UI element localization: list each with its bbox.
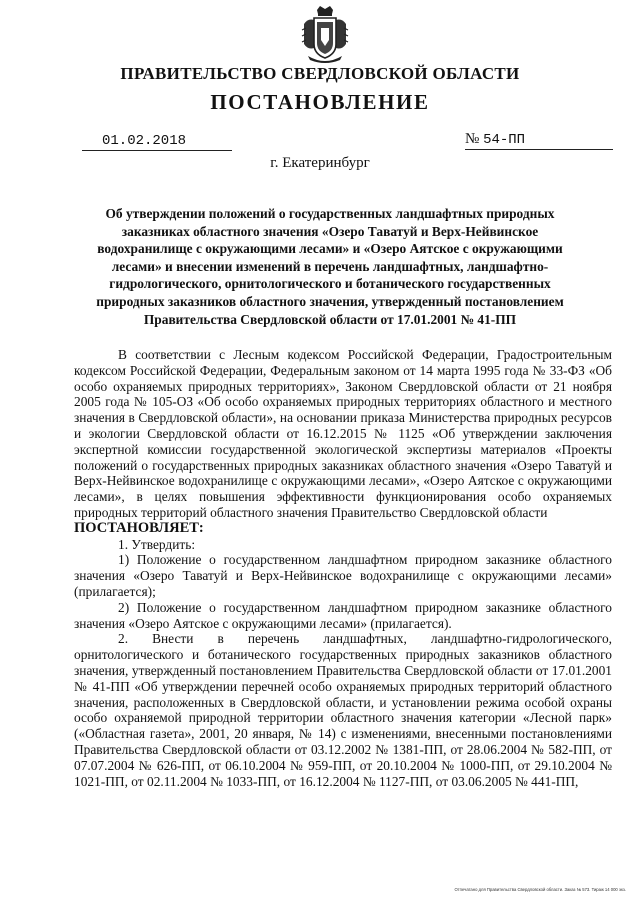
- document-body: [74, 347, 612, 789]
- preamble-paragraph: В соответствии с Лесным кодексом Российской Федерации, Градостроительным кодексом Российской Федерации, Федеральным законом от 14 марта 1995 года № 33-ФЗ «Об особо охраняемых природных территориях», Законом Свердловской области от 21 ноября 2005 года № 105-ОЗ «Об особо охраняемых природных территориях областного и местного значения в Свердловской области», на основании приказа Министерства природных ресурсов и экологии Свердловской области от 16.12.2015 № 1125 «Об утверждении заключения экспертной комиссии государственной экологической экспертизы материалов «Проекты положений о государственных природных заказниках областного значения «Озеро Таватуй и Верх-Нейвинское водохранилище с окружающими лесами», «Озеро Аятское с окружающими лесами», в целях повышения эффективности функционирования особо охраняемых природных территорий областного значения Правительство Свердловской области: [74, 347, 612, 520]
- item-1: 1. Утвердить:: [118, 536, 196, 552]
- city: г. Екатеринбург: [270, 155, 370, 171]
- item-2: 2. Внести в перечень ландшафтных, ландшафтно-гидрологического, орнитологического и ботанического государственных природных заказников областного значения, утвержденный постановлением Правительства Свердловской области от 17.01.2001 № 41-ПП «Об утверждении перечней особо охраняемых природных территорий областного значения, расположенных в Свердловской области, и установлении режима особой охраны особо охраняемой природной территории областного значения категории «Лесной парк» («Областная газета», 2001, 20 января, № 14) с изменениями, внесенными постановлениями Правительства Свердловской области от 03.12.2002 № 1381-ПП, от 28.06.2004 № 582-ПП, от 07.07.2004 № 626-ПП, от 06.10.2004 № 959-ПП, от 20.10.2004 № 1000-ПП, от 29.10.2004 № 1021-ПП, от 02.11.2004 № 1033-ПП, от 16.12.2004 № 1127-ПП, от 03.06.2005 № 441-ПП,: [74, 631, 612, 789]
- document-type: ПОСТАНОВЛЕНИЕ: [210, 90, 430, 114]
- document-date-field: [82, 133, 232, 151]
- coat-of-arms-emblem: [300, 4, 350, 66]
- item-1-2: 2) Положение о государственном ландшафтном природном заказнике областного значения «Озеро Аятское с окружающими лесами» (прилагается).: [74, 599, 612, 631]
- print-footer: Отпечатано для Правительства Свердловской области. Заказ № 573. Тираж 14 000 экз.: [454, 887, 626, 892]
- item-1-1: 1) Положение о государственном ландшафтном природном заказнике областного значения «Озеро Таватуй и Верх-Нейвинское водохранилище с окружающими лесами» (прилагается);: [74, 552, 612, 599]
- document-number-field: [465, 131, 613, 150]
- document-date: 01.02.2018: [102, 133, 187, 149]
- number-sign: №: [465, 131, 480, 147]
- document-title: Об утверждении положений о государственных ландшафтных природных заказниках областного значения «Озеро Таватуй и Верх-Нейвинское водохранилище с окружающими лесами» и «Озеро Аятское с окружающими лесами» и внесении изменений в перечень ландшафтных, ландшафтно-гидрологического, орнитологического и ботанического государственных природных заказников областного значения, утвержденный постановлением Правительства Свердловской области от 17.01.2001 № 41-ПП: [96, 206, 564, 327]
- resolves-heading: ПОСТАНОВЛЯЕТ:: [74, 519, 204, 536]
- document-number: 54-ПП: [483, 132, 526, 148]
- government-name: ПРАВИТЕЛЬСТВО СВЕРДЛОВСКОЙ ОБЛАСТИ: [120, 64, 520, 83]
